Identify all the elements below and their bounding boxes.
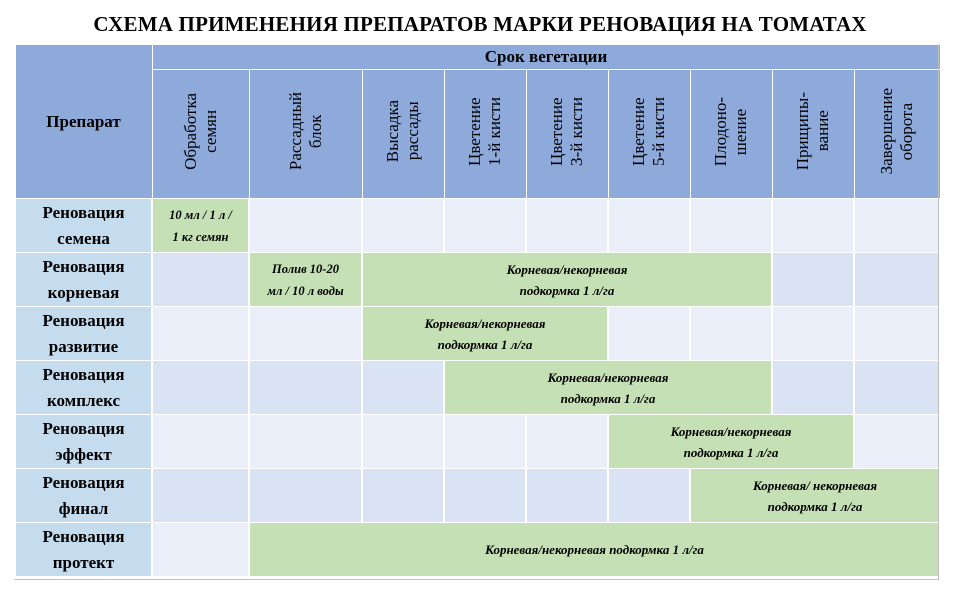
empty-cell xyxy=(690,307,772,361)
green-application: Корневая/некорневая подкормка 1 л/га xyxy=(362,253,772,307)
empty-cell xyxy=(444,199,526,253)
stage-flowering-1: Цветение 1-й кисти xyxy=(444,70,526,199)
row-name: Реновация семена xyxy=(15,199,152,253)
empty-cell xyxy=(152,415,249,469)
empty-cell xyxy=(152,361,249,415)
green-application: Корневая/некорневая подкормка 1 л/га xyxy=(444,361,772,415)
green-application: 10 мл / 1 л / 1 кг семян xyxy=(152,199,249,253)
empty-cell xyxy=(362,469,444,523)
stage-flowering-5: Цветение 5-й кисти xyxy=(608,70,690,199)
empty-cell xyxy=(854,415,940,469)
empty-cell xyxy=(854,253,940,307)
stage-flowering-3: Цветение 3-й кисти xyxy=(526,70,608,199)
empty-cell xyxy=(854,361,940,415)
empty-cell xyxy=(854,307,940,361)
stage-seed-treatment: Обработка семян xyxy=(152,70,249,199)
empty-cell xyxy=(444,469,526,523)
stage-seedling-block: Рассадный блок xyxy=(249,70,362,199)
stage-transplanting: Высадка рассады xyxy=(362,70,444,199)
empty-cell xyxy=(362,361,444,415)
table-row xyxy=(15,469,940,523)
empty-cell xyxy=(772,199,854,253)
table-row xyxy=(15,523,940,577)
green-application: Корневая/некорневая подкормка 1 л/га xyxy=(362,307,608,361)
stage-pinching: Прищипы- вание xyxy=(772,70,854,199)
empty-cell xyxy=(249,415,362,469)
application-schedule-table xyxy=(14,44,941,577)
empty-cell xyxy=(362,415,444,469)
empty-cell xyxy=(152,307,249,361)
row-name: Реновация эффект xyxy=(15,415,152,469)
empty-cell xyxy=(249,307,362,361)
empty-cell xyxy=(854,199,940,253)
empty-cell xyxy=(249,469,362,523)
empty-cell xyxy=(362,199,444,253)
empty-cell xyxy=(690,199,772,253)
empty-cell xyxy=(444,415,526,469)
empty-cell xyxy=(152,523,249,577)
stage-fruiting: Плодоно- шение xyxy=(690,70,772,199)
green-application: Полив 10-20 мл / 10 л воды xyxy=(249,253,362,307)
row-name: Реновация корневая xyxy=(15,253,152,307)
row-name: Реновация финал xyxy=(15,469,152,523)
empty-cell xyxy=(152,469,249,523)
row-name: Реновация развитие xyxy=(15,307,152,361)
empty-cell xyxy=(152,253,249,307)
green-application: Корневая/некорневая подкормка 1 л/га xyxy=(608,415,854,469)
empty-cell xyxy=(772,253,854,307)
empty-cell xyxy=(772,361,854,415)
green-application: Корневая/некорневая подкормка 1 л/га xyxy=(249,523,940,577)
empty-cell xyxy=(608,199,690,253)
empty-cell xyxy=(608,307,690,361)
empty-cell xyxy=(526,415,608,469)
green-application: Корневая/ некорневая подкормка 1 л/га xyxy=(690,469,940,523)
empty-cell xyxy=(526,469,608,523)
table-row xyxy=(15,253,940,307)
table-row xyxy=(15,307,940,361)
table-row xyxy=(15,361,940,415)
header-preparation: Препарат xyxy=(15,45,152,199)
empty-cell xyxy=(608,469,690,523)
empty-cell xyxy=(772,307,854,361)
table-row xyxy=(15,199,940,253)
table-row xyxy=(15,415,940,469)
header-vegetation-period: Срок вегетации xyxy=(152,45,940,70)
stage-cycle-end: Завершение оборота xyxy=(854,70,940,199)
empty-cell xyxy=(249,199,362,253)
page-title: СХЕМА ПРИМЕНЕНИЯ ПРЕПАРАТОВ МАРКИ РЕНОВАЦИЯ НА ТОМАТАХ xyxy=(93,12,867,36)
row-name: Реновация протект xyxy=(15,523,152,577)
empty-cell xyxy=(249,361,362,415)
row-name: Реновация комплекс xyxy=(15,361,152,415)
empty-cell xyxy=(526,199,608,253)
